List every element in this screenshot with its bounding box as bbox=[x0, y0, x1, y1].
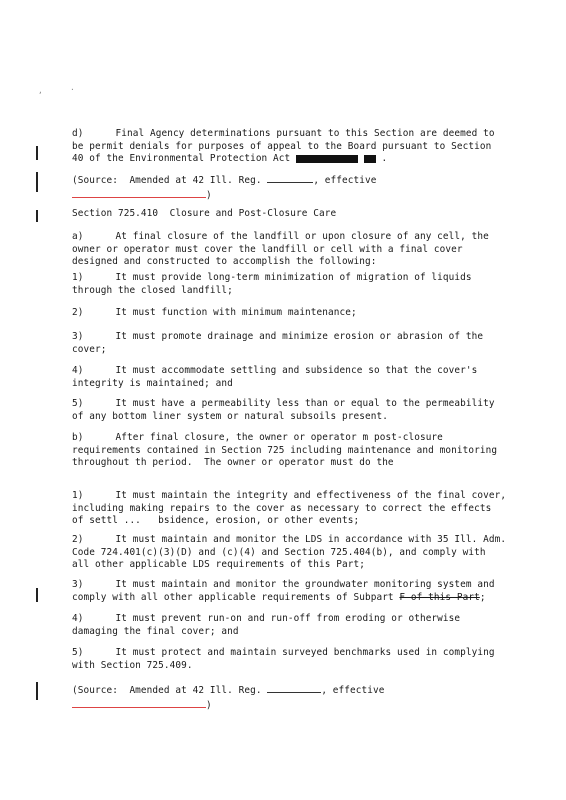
redaction-mark bbox=[296, 155, 358, 163]
list-item: 5) It must have a permeability less than or equal to the permeability of any bottom liner system or natural subsoils present. bbox=[72, 398, 501, 422]
list-item: 3) It must promote drainage and minimize erosion or abrasion of the cover; bbox=[72, 331, 489, 355]
paragraph-a bbox=[72, 231, 508, 269]
revision-bar bbox=[36, 210, 38, 222]
list-item: 3) It must maintain and monitor the groundwater monitoring system and comply with all other applicable requirements of Subpart F of this Part; bbox=[72, 579, 501, 603]
struck-text: F of this Part bbox=[399, 591, 480, 603]
stray-mark: . bbox=[70, 83, 75, 92]
list-item: 1) It must maintain the integrity and effectiveness of the final cover, including making repairs to the cover as necessary to correct the effects of settl ... bsidence, erosion, or other events; bbox=[72, 490, 512, 526]
blank-field bbox=[72, 188, 206, 198]
item-label: d) bbox=[72, 128, 84, 139]
revision-bar bbox=[36, 146, 38, 160]
list-item: 4) It must accommodate settling and subsidence so that the cover's integrity is maintained; and bbox=[72, 365, 484, 389]
list-item: 4) It must prevent run-on and run-off from eroding or otherwise damaging the final cover; and bbox=[72, 613, 466, 637]
paragraph-b bbox=[72, 432, 508, 470]
revision-bar bbox=[36, 588, 38, 602]
blank-field bbox=[72, 698, 206, 708]
source-note: (Source: Amended at 42 Ill. Reg. , effective ) bbox=[72, 175, 377, 201]
list-item: 1) It must provide long-term minimization of migration of liquids through the closed landfill; bbox=[72, 272, 478, 296]
redaction-mark bbox=[364, 155, 376, 163]
revision-bar bbox=[36, 172, 38, 192]
paragraph-d: d) Final Agency determinations pursuant to this Section are deemed to be permit denials for purposes of appeal to the Board pursuant to Section 40 of the Environmental Protection Act . bbox=[72, 128, 501, 164]
section-heading: Section 725.410 Closure and Post-Closure Care bbox=[72, 208, 337, 219]
item-label: b) bbox=[72, 432, 84, 443]
source-note: (Source: Amended at 42 Ill. Reg. , effective ) bbox=[72, 685, 385, 711]
item-label: a) bbox=[72, 231, 84, 242]
stray-mark: , bbox=[38, 86, 43, 95]
paragraph-text: After final closure, the owner or operator m post-closure requirements contained in Section 725 including maintenance and monitoring throughout th period. The owner or operator must do the bbox=[72, 432, 503, 468]
list-item: 2) It must maintain and monitor the LDS in accordance with 35 Ill. Adm. Code 724.401(c)(3)(D) and (c)(4) and Section 725.404(b), and comply with all other applicable LDS requirements of this Part; bbox=[72, 534, 512, 570]
paragraph-text: Final Agency determinations pursuant to this Section are deemed to be permit denials for purposes of appeal to the Board pursuant to Section 40 of the Environmental Protection Act bbox=[72, 128, 501, 164]
blank-field bbox=[267, 173, 313, 183]
list-item: 5) It must protect and maintain surveyed benchmarks used in complying with Section 725.409. bbox=[72, 647, 501, 671]
paragraph-text: At final closure of the landfill or upon closure of any cell, the owner or operator must cover the landfill or cell with a final cover designed and constructed to accomplish the following: bbox=[72, 231, 495, 267]
list-item: 2) It must function with minimum maintenance; bbox=[72, 307, 357, 318]
blank-field bbox=[267, 683, 321, 693]
revision-bar bbox=[36, 682, 38, 700]
